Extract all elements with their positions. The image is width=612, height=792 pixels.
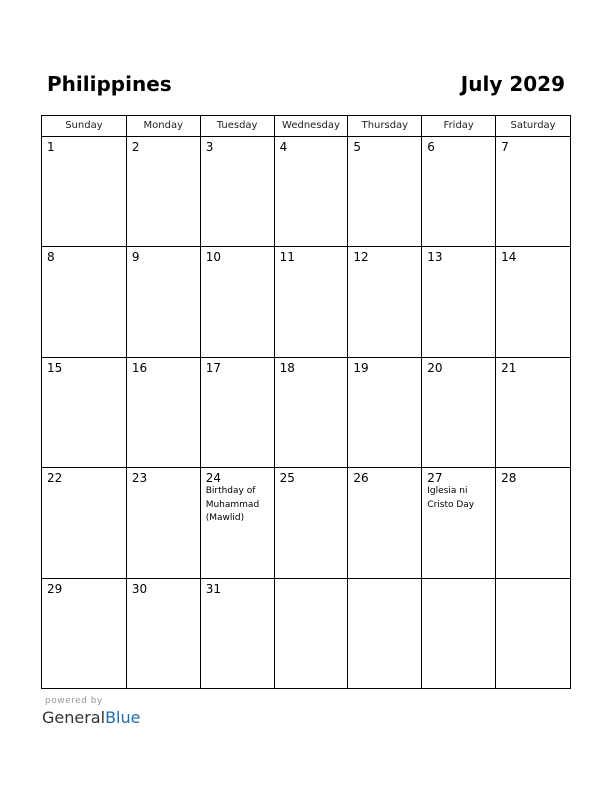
day-cell xyxy=(422,247,496,357)
weekday-tuesday: Tuesday xyxy=(201,116,275,137)
powered-by-label: powered by xyxy=(45,696,103,706)
day-cell xyxy=(42,137,127,247)
day-cell xyxy=(348,247,422,357)
day-cell xyxy=(127,137,201,247)
week-row-4 xyxy=(42,468,571,578)
day-cell xyxy=(42,358,127,468)
holiday-label: Iglesia ni Cristo Day xyxy=(427,486,475,510)
day-number: 12 xyxy=(353,250,369,265)
week-row-1 xyxy=(42,137,571,247)
day-cell xyxy=(348,137,422,247)
day-number: 29 xyxy=(47,581,63,596)
day-number: 26 xyxy=(353,471,369,486)
day-cell xyxy=(42,247,127,357)
generalblue-logo[interactable] xyxy=(42,708,140,728)
day-number: 19 xyxy=(353,360,369,375)
weekday-sunday: Sunday xyxy=(42,116,127,137)
week-row-3 xyxy=(42,358,571,468)
day-cell xyxy=(127,247,201,357)
day-cell xyxy=(201,247,275,357)
day-number: 9 xyxy=(131,250,140,265)
day-cell xyxy=(275,247,349,357)
day-number: 16 xyxy=(131,360,148,375)
day-number: 20 xyxy=(427,360,443,375)
week-row-5 xyxy=(42,579,571,689)
day-number: 17 xyxy=(205,360,221,375)
brand-blue-text: Blue xyxy=(105,708,141,727)
country-title: Philippines xyxy=(47,72,172,96)
day-cell xyxy=(201,358,275,468)
weekday-monday: Monday xyxy=(127,116,201,137)
day-cell-empty xyxy=(275,579,349,689)
day-number: 27 xyxy=(427,471,443,486)
day-cell xyxy=(496,137,571,247)
day-cell xyxy=(275,358,349,468)
day-number: 11 xyxy=(279,250,295,265)
weekday-saturday: Saturday xyxy=(496,116,571,137)
day-number: 28 xyxy=(501,471,517,486)
day-cell xyxy=(348,468,422,578)
day-number: 25 xyxy=(279,471,295,486)
day-number: 6 xyxy=(427,140,435,154)
holiday-label: Birthday of Muhammad (Mawlid) xyxy=(205,486,260,524)
weekday-header-row xyxy=(42,116,571,137)
day-number: 30 xyxy=(131,581,148,596)
weekday-wednesday: Wednesday xyxy=(275,116,349,137)
day-cell xyxy=(127,358,201,468)
day-number: 13 xyxy=(427,250,443,265)
day-cell xyxy=(275,137,349,247)
day-number: 22 xyxy=(47,471,63,486)
day-cell-empty xyxy=(496,579,571,689)
day-cell-empty xyxy=(422,579,496,689)
day-cell xyxy=(42,579,127,689)
day-cell xyxy=(127,468,201,578)
day-cell xyxy=(275,468,349,578)
day-cell xyxy=(422,468,496,578)
calendar-grid xyxy=(41,115,571,689)
day-cell xyxy=(201,137,275,247)
day-cell xyxy=(127,579,201,689)
day-number: 10 xyxy=(205,250,221,265)
month-year-title: July 2029 xyxy=(460,72,565,96)
day-cell xyxy=(496,247,571,357)
day-cell xyxy=(201,579,275,689)
day-number: 1 xyxy=(47,140,55,154)
weekday-thursday: Thursday xyxy=(348,116,422,137)
day-cell xyxy=(42,468,127,578)
day-number: 8 xyxy=(47,250,55,265)
day-number: 24 xyxy=(205,471,221,486)
day-cell xyxy=(201,468,275,578)
day-number: 5 xyxy=(353,140,362,154)
day-number: 18 xyxy=(279,360,295,375)
day-number: 3 xyxy=(205,140,214,154)
day-number: 4 xyxy=(279,140,288,154)
day-cell xyxy=(422,137,496,247)
day-cell xyxy=(422,358,496,468)
day-number: 21 xyxy=(501,360,517,375)
day-cell xyxy=(348,358,422,468)
day-number: 2 xyxy=(131,140,140,154)
weekday-friday: Friday xyxy=(422,116,496,137)
day-number: 14 xyxy=(501,250,517,265)
day-cell xyxy=(496,358,571,468)
day-cell-empty xyxy=(348,579,422,689)
day-number: 7 xyxy=(501,140,509,154)
day-number: 15 xyxy=(47,360,63,375)
day-number: 31 xyxy=(205,581,221,596)
day-cell xyxy=(496,468,571,578)
week-row-2 xyxy=(42,247,571,357)
day-number: 23 xyxy=(131,471,148,486)
brand-general-text: General xyxy=(42,708,106,727)
